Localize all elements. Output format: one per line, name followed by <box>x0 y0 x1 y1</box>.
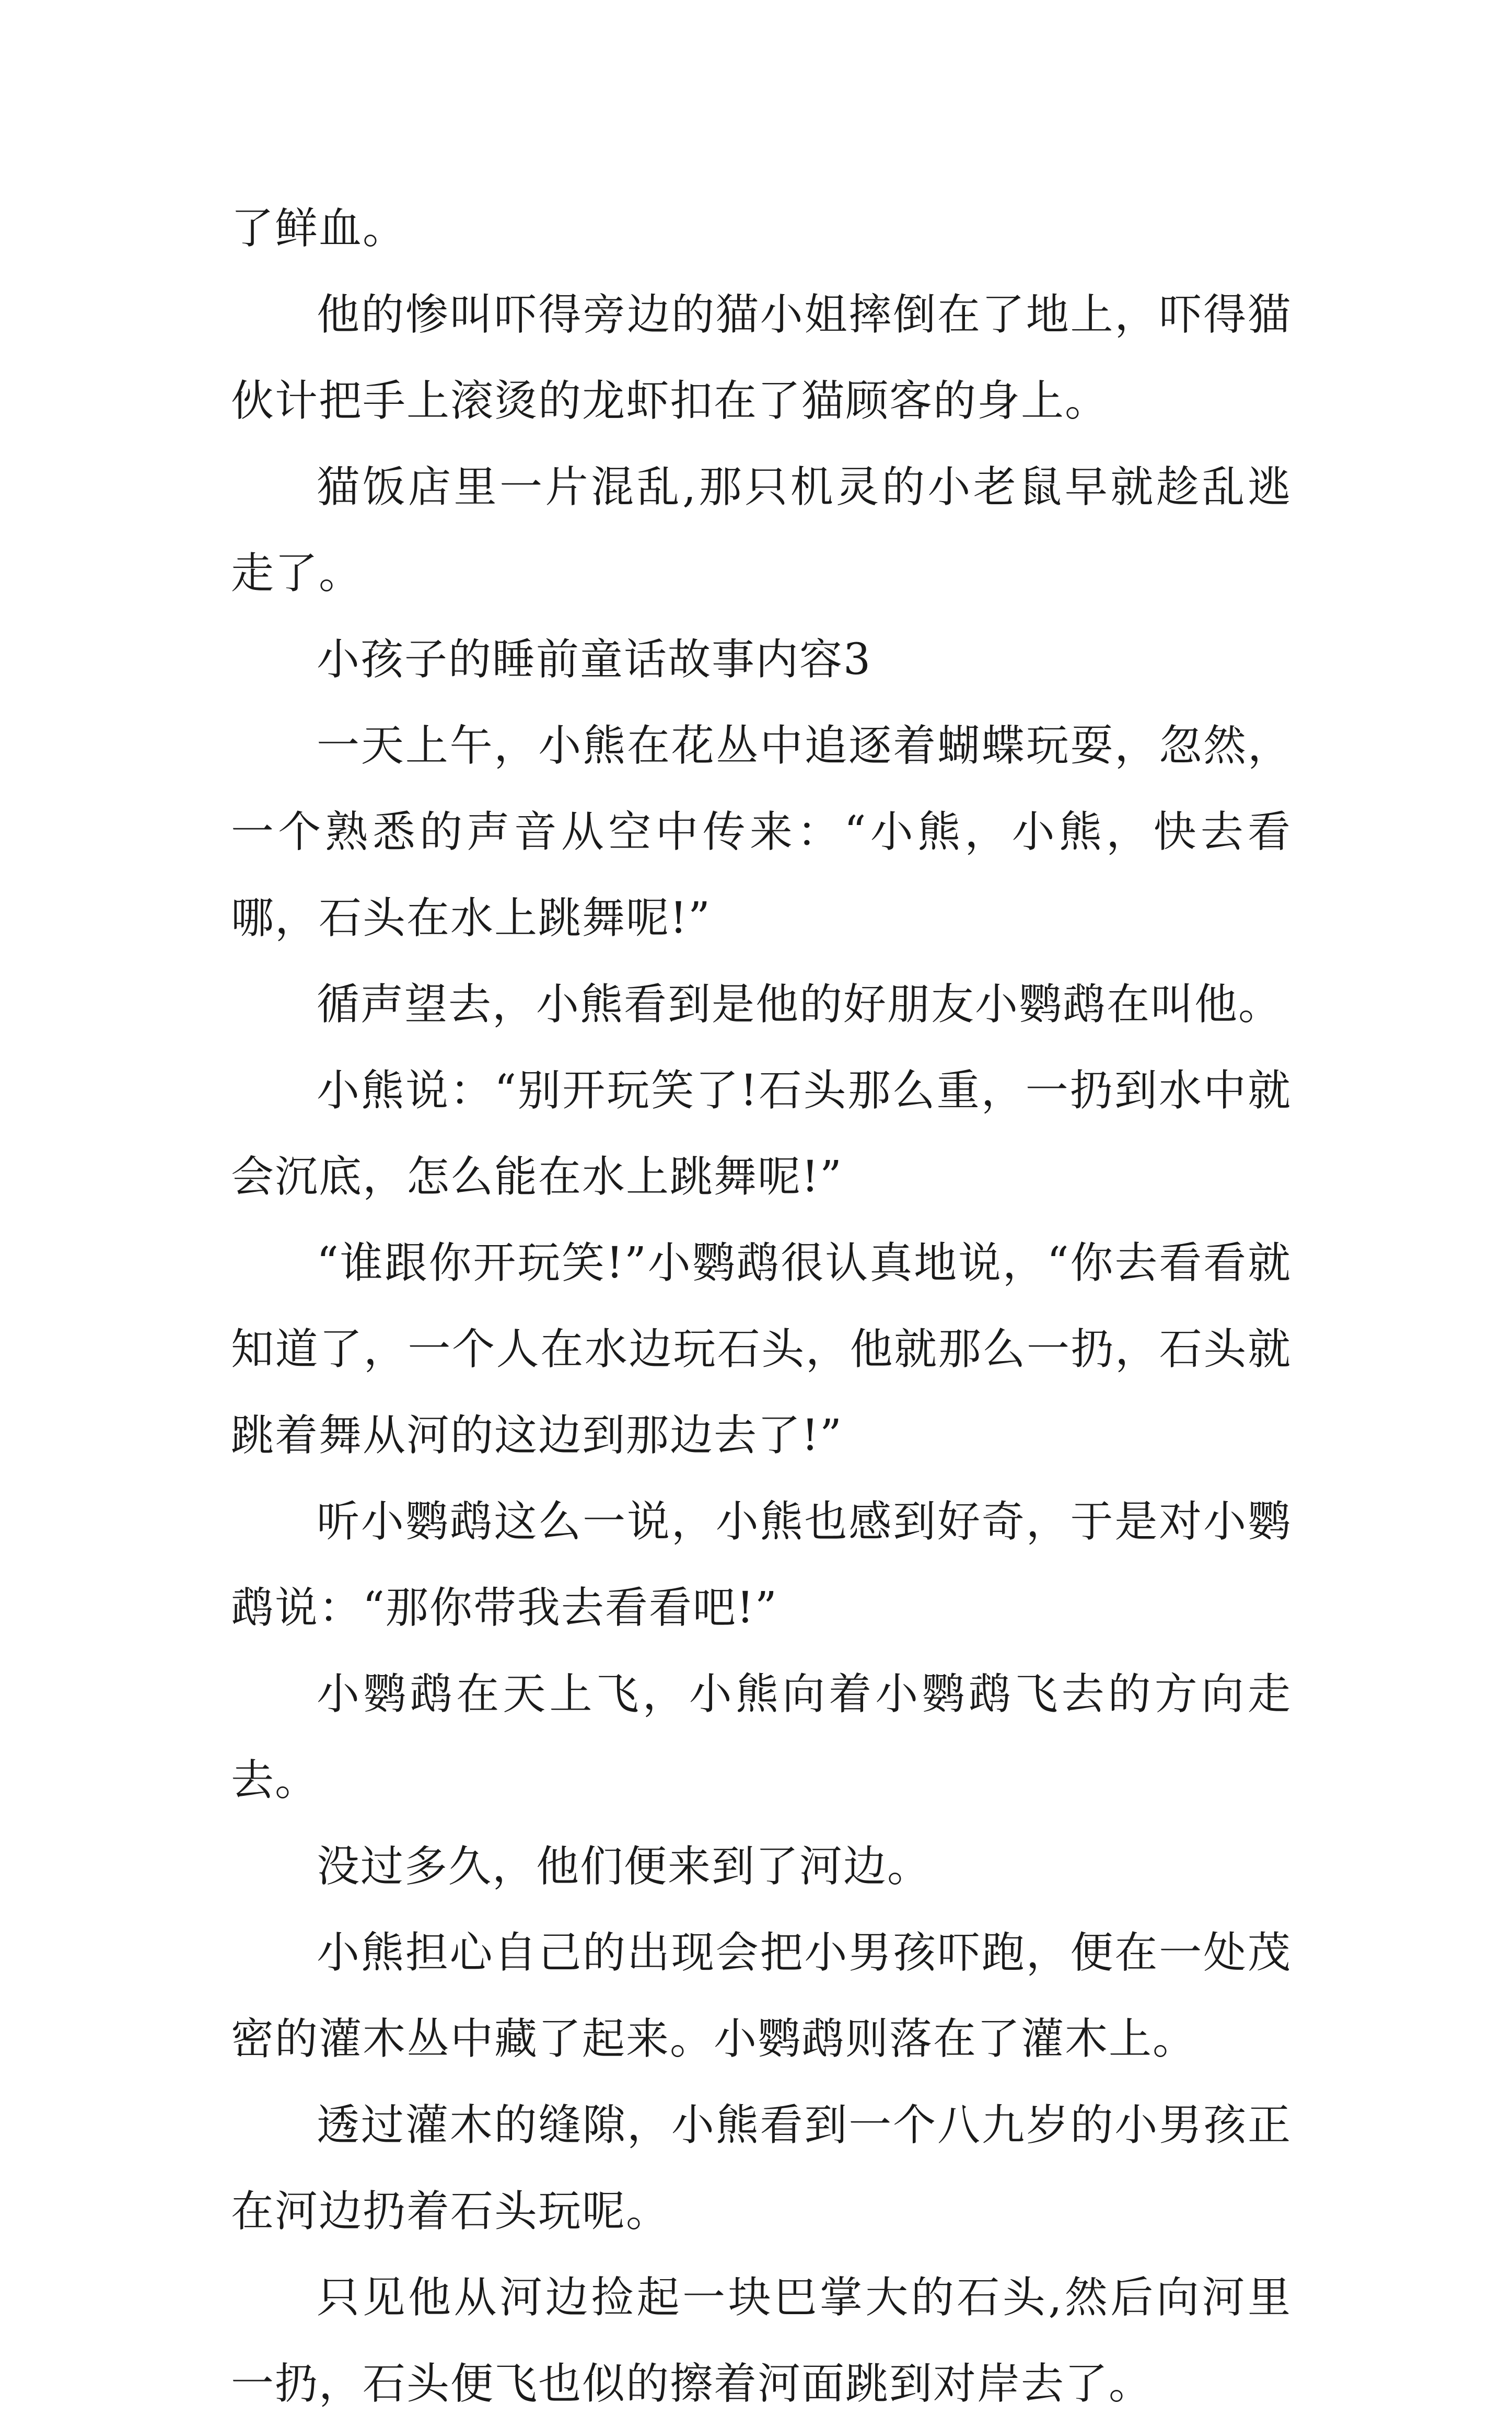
paragraph: 没过多久，他们便来到了河边。 <box>317 1842 932 1891</box>
paragraph: 循声望去，小熊看到是他的好朋友小鹦鹉在叫他。 <box>317 980 1283 1029</box>
paragraph: 透过灌木的缝隙，小熊看到一个八九岁的小男孩正在河边扔着石头玩呢。 <box>231 2100 1292 2236</box>
paragraph: 听小鹦鹉这么一说，小熊也感到好奇，于是对小鹦鹉说：“那你带我去看看吧!” <box>231 1497 1292 1633</box>
paragraph: 只见他从河边捡起一块巴掌大的石头,然后向河里一扔，石头便飞也似的擦着河面跳到对岸去了。 <box>231 2273 1292 2409</box>
paragraph: 一天上午，小熊在花丛中追逐着蝴蝶玩耍，忽然，一个熟悉的声音从空中传来：“小熊，小熊，快去看哪，石头在水上跳舞呢!” <box>231 721 1292 943</box>
document-body <box>231 185 1292 2427</box>
paragraph: 猫饭店里一片混乱,那只机灵的小老鼠早就趁乱逃走了。 <box>231 462 1292 598</box>
paragraph: “谁跟你开玩笑!”小鹦鹉很认真地说，“你去看看就知道了，一个人在水边玩石头，他就那么一扔，石头就跳着舞从河的这边到那边去了!” <box>231 1238 1292 1460</box>
paragraph: 他的惨叫吓得旁边的猫小姐摔倒在了地上，吓得猫伙计把手上滚烫的龙虾扣在了猫顾客的身上。 <box>231 290 1292 426</box>
section-heading: 小孩子的睡前童话故事内容3 <box>317 635 872 684</box>
paragraph: 小熊担心自己的出现会把小男孩吓跑，便在一处茂密的灌木丛中藏了起来。小鹦鹉则落在了灌木上。 <box>231 1928 1292 2064</box>
paragraph: 小熊说：“别开玩笑了!石头那么重，一扔到水中就会沉底，怎么能在水上跳舞呢!” <box>231 1066 1292 1202</box>
paragraph: 小鹦鹉在天上飞，小熊向着小鹦鹉飞去的方向走去。 <box>231 1669 1292 1805</box>
paragraph-continuation: 了鲜血。 <box>231 204 407 253</box>
